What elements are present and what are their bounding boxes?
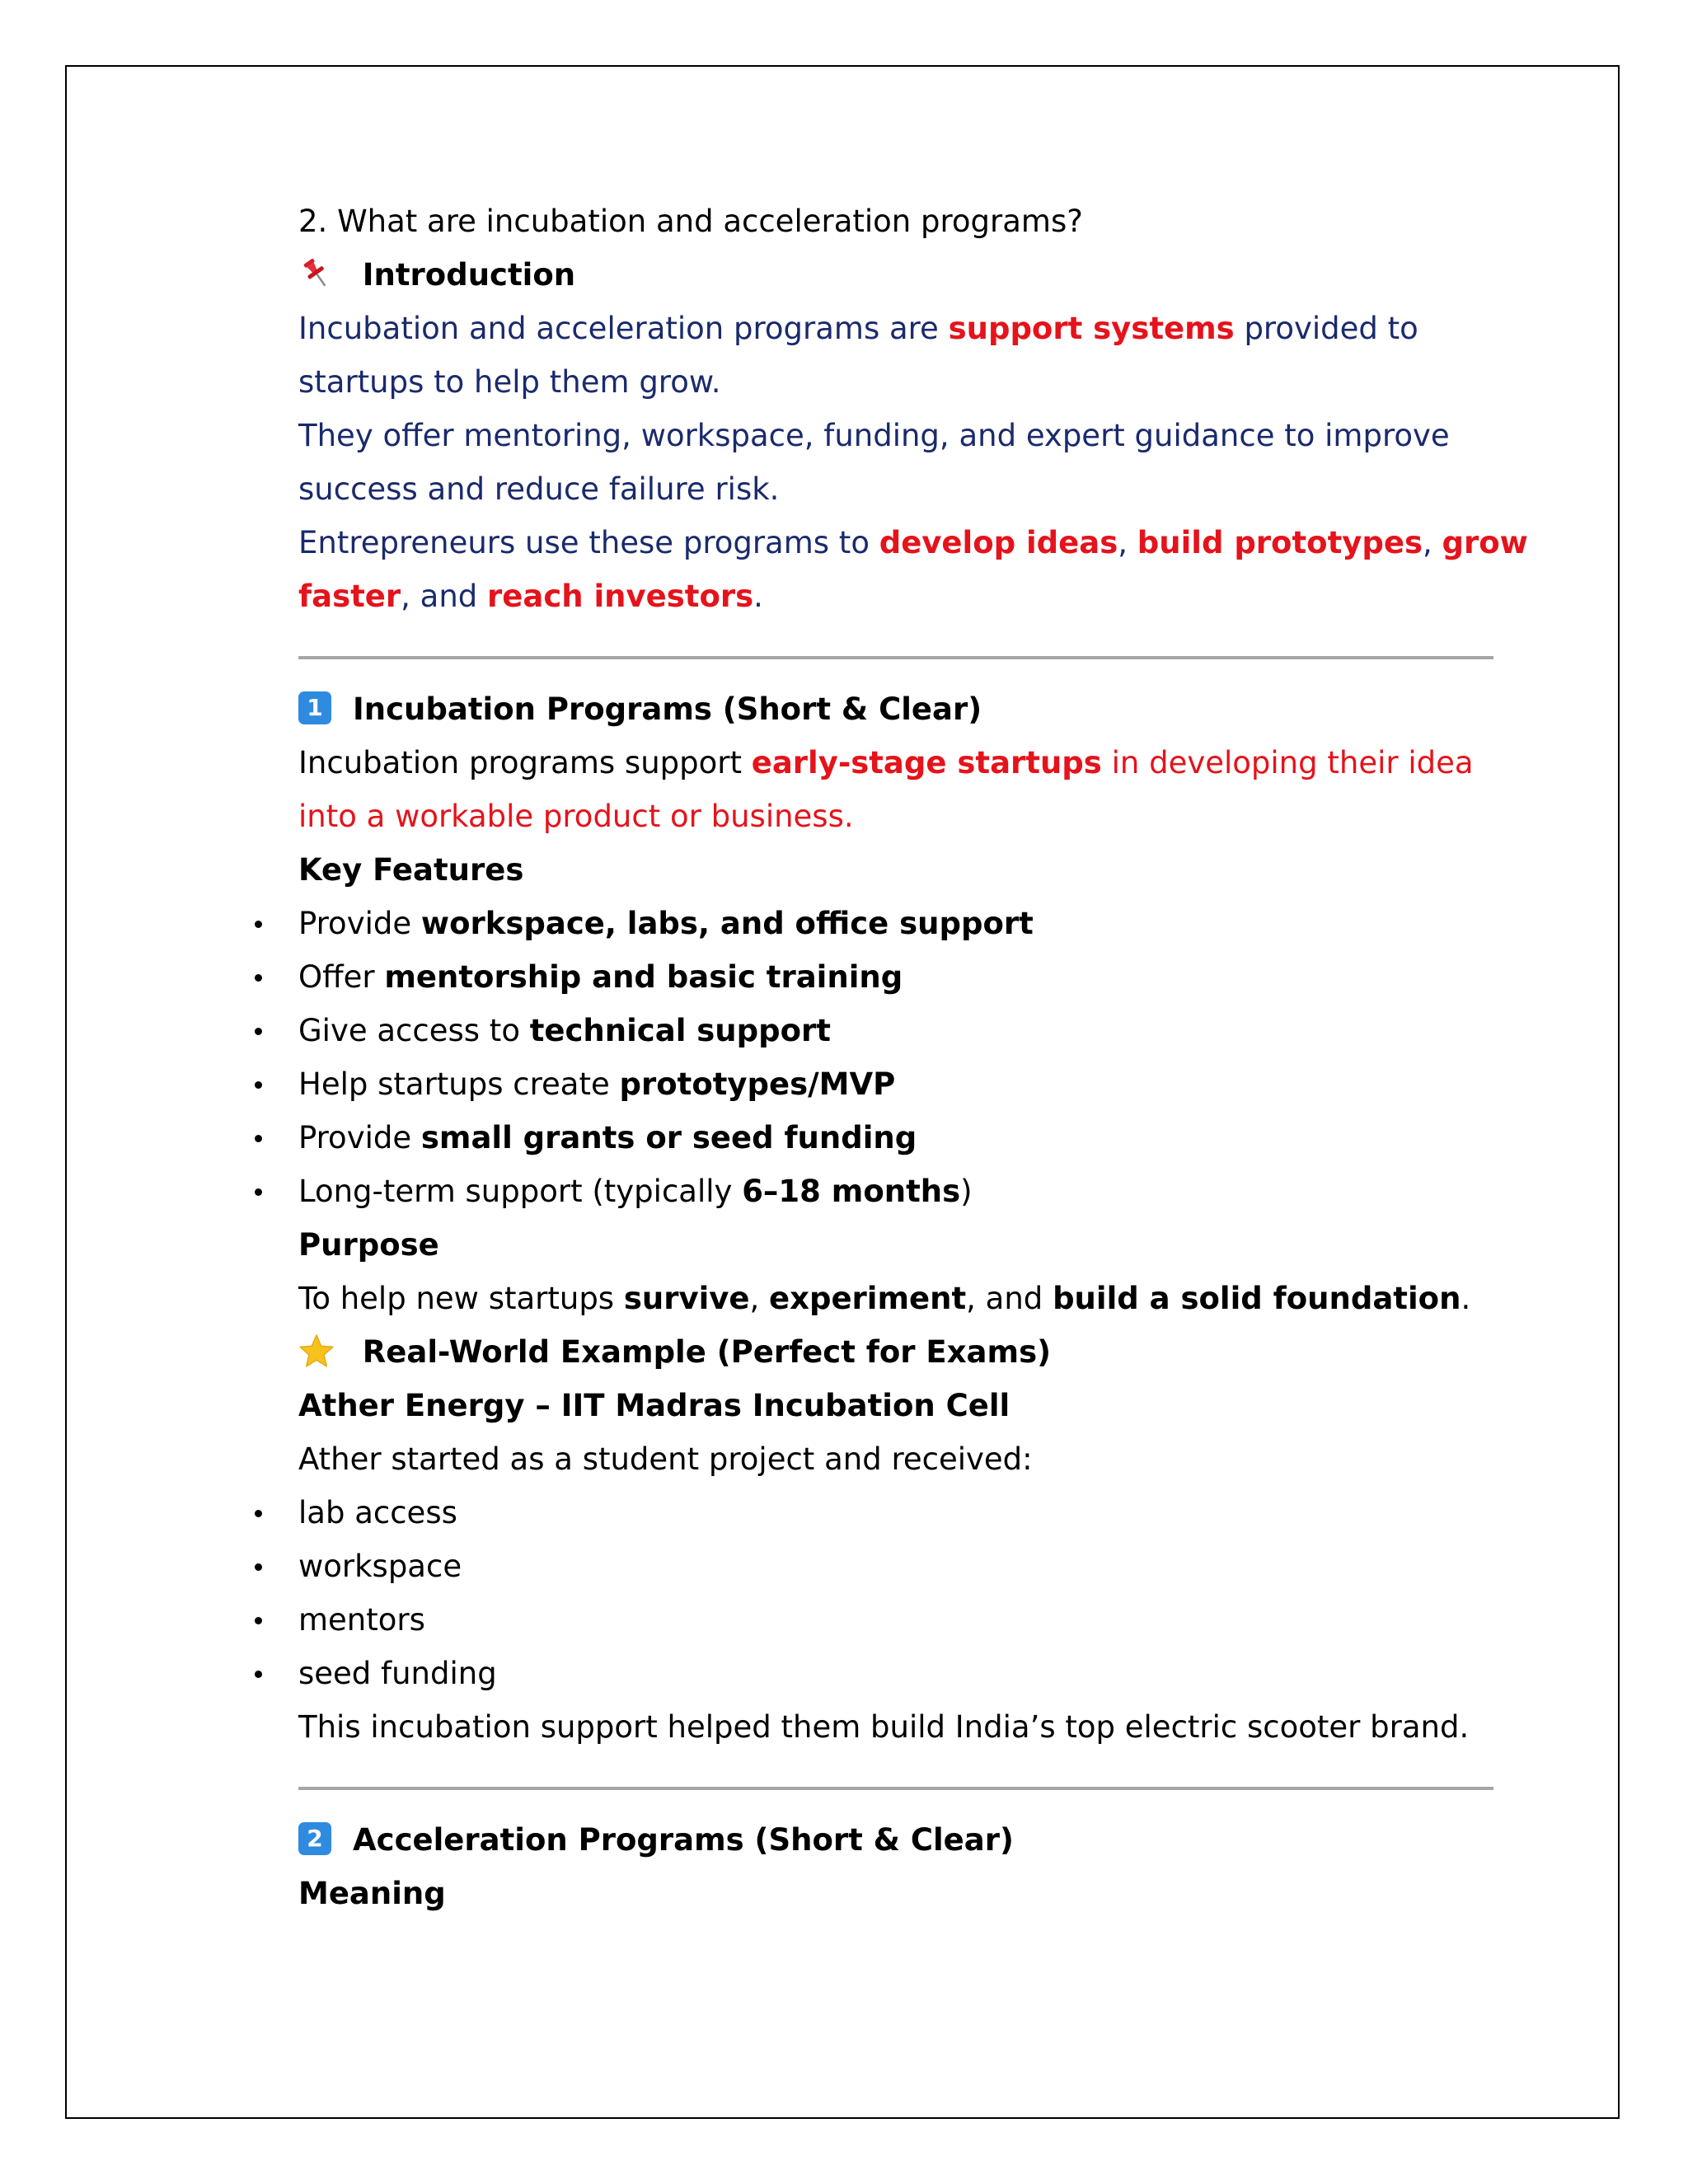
incubation-text: Incubation programs support (298, 745, 752, 780)
pushpin-icon (298, 257, 335, 290)
feature-text: Help startups create (298, 1066, 620, 1102)
feature-bold: technical support (529, 1013, 831, 1048)
incubation-highlight: early-stage startups (751, 745, 1102, 780)
keycap-two-icon: 2 (298, 1822, 331, 1855)
feature-text: ) (960, 1174, 973, 1209)
purpose-label: Purpose (298, 1227, 439, 1263)
feature-item (298, 1165, 1493, 1218)
intro-line-2 (298, 355, 1493, 409)
incubation-heading: Incubation Programs (Short & Clear) (353, 691, 982, 727)
intro-text: , (1118, 525, 1137, 560)
question-text: 2. What are incubation and acceleration programs? (298, 204, 1083, 239)
intro-line-1 (298, 302, 1493, 355)
incubation-highlight: in developing their idea (1101, 745, 1474, 780)
purpose-heading (298, 1218, 1493, 1272)
purpose-text: , (749, 1281, 769, 1316)
intro-heading: Introduction (362, 257, 576, 293)
example-outro (298, 1700, 1493, 1754)
example-item-text: lab access (298, 1495, 457, 1530)
incubation-text: into a workable product or business. (298, 799, 854, 834)
intro-text: . (753, 579, 763, 614)
example-intro (298, 1432, 1493, 1486)
star-icon (298, 1333, 335, 1368)
example-intro-text: Ather started as a student project and received: (298, 1441, 1033, 1477)
example-heading-line (298, 1325, 1493, 1379)
intro-line-6 (298, 569, 1493, 623)
feature-item (298, 1111, 1493, 1165)
example-item (298, 1647, 1493, 1700)
meaning-label: Meaning (298, 1876, 446, 1911)
intro-highlight: grow (1442, 525, 1528, 560)
purpose-text: To help new startups (298, 1281, 624, 1316)
keycap-one-icon: 1 (298, 691, 331, 724)
intro-text: They offer mentoring, workspace, funding, and expert guidance to improve (298, 418, 1450, 453)
feature-item (298, 950, 1493, 1004)
feature-text: Long-term support (typically (298, 1174, 743, 1209)
intro-text: , and (401, 579, 488, 614)
purpose-text: , and (966, 1281, 1053, 1316)
example-title-text: Ather Energy – IIT Madras Incubation Cell (298, 1388, 1010, 1423)
intro-line-3 (298, 409, 1493, 462)
section-divider (298, 656, 1493, 659)
acceleration-heading: Acceleration Programs (Short & Clear) (353, 1822, 1014, 1858)
feature-item (298, 1057, 1493, 1111)
intro-text: success and reduce failure risk. (298, 471, 780, 507)
purpose-text: . (1461, 1281, 1471, 1316)
feature-bold: workspace, labs, and office support (420, 906, 1034, 941)
feature-bold: small grants or seed funding (420, 1120, 917, 1155)
intro-heading-line (298, 248, 1493, 302)
example-item-text: mentors (298, 1602, 425, 1638)
purpose-bold: build a solid foundation (1053, 1281, 1461, 1316)
purpose-text-line (298, 1272, 1493, 1325)
key-features-label: Key Features (298, 852, 524, 888)
feature-bold: prototypes/MVP (619, 1066, 896, 1102)
intro-text: Entrepreneurs use these programs to (298, 525, 879, 560)
feature-item (298, 897, 1493, 950)
meaning-heading (298, 1867, 1493, 1920)
feature-bold: mentorship and basic training (384, 959, 903, 995)
feature-text: Give access to (298, 1013, 530, 1048)
feature-text: Offer (298, 959, 385, 995)
example-heading: Real-World Example (Perfect for Exams) (362, 1334, 1052, 1370)
document-content (298, 194, 1528, 1920)
section-divider (298, 1787, 1493, 1790)
feature-item (298, 1004, 1493, 1057)
example-outro-text: This incubation support helped them build India’s top electric scooter brand. (298, 1709, 1470, 1745)
intro-line-5 (298, 516, 1528, 569)
intro-text: startups to help them grow. (298, 364, 721, 400)
example-item (298, 1593, 1493, 1647)
feature-text: Provide (298, 1120, 421, 1155)
intro-text: Incubation and acceleration programs are (298, 311, 949, 346)
intro-highlight: faster (298, 579, 401, 614)
intro-highlight: reach investors (487, 579, 754, 614)
incubation-desc-line-1 (298, 736, 1493, 790)
intro-highlight: develop ideas (879, 525, 1118, 560)
incubation-heading-line (298, 682, 1493, 736)
acceleration-heading-line (298, 1813, 1493, 1867)
intro-highlight: build prototypes (1137, 525, 1423, 560)
example-item (298, 1540, 1493, 1593)
example-item (298, 1486, 1493, 1540)
intro-highlight: support systems (948, 311, 1235, 346)
example-item-text: seed funding (298, 1656, 497, 1691)
question-title (298, 194, 1493, 248)
intro-line-4 (298, 462, 1493, 516)
purpose-bold: experiment (769, 1281, 967, 1316)
intro-text: , (1423, 525, 1442, 560)
example-item-text: workspace (298, 1549, 462, 1584)
purpose-bold: survive (623, 1281, 750, 1316)
feature-bold: 6–18 months (742, 1174, 961, 1209)
example-title (298, 1379, 1493, 1432)
intro-text: provided to (1234, 311, 1418, 346)
key-features-heading (298, 843, 1493, 897)
feature-text: Provide (298, 906, 421, 941)
incubation-desc-line-2 (298, 790, 1493, 843)
